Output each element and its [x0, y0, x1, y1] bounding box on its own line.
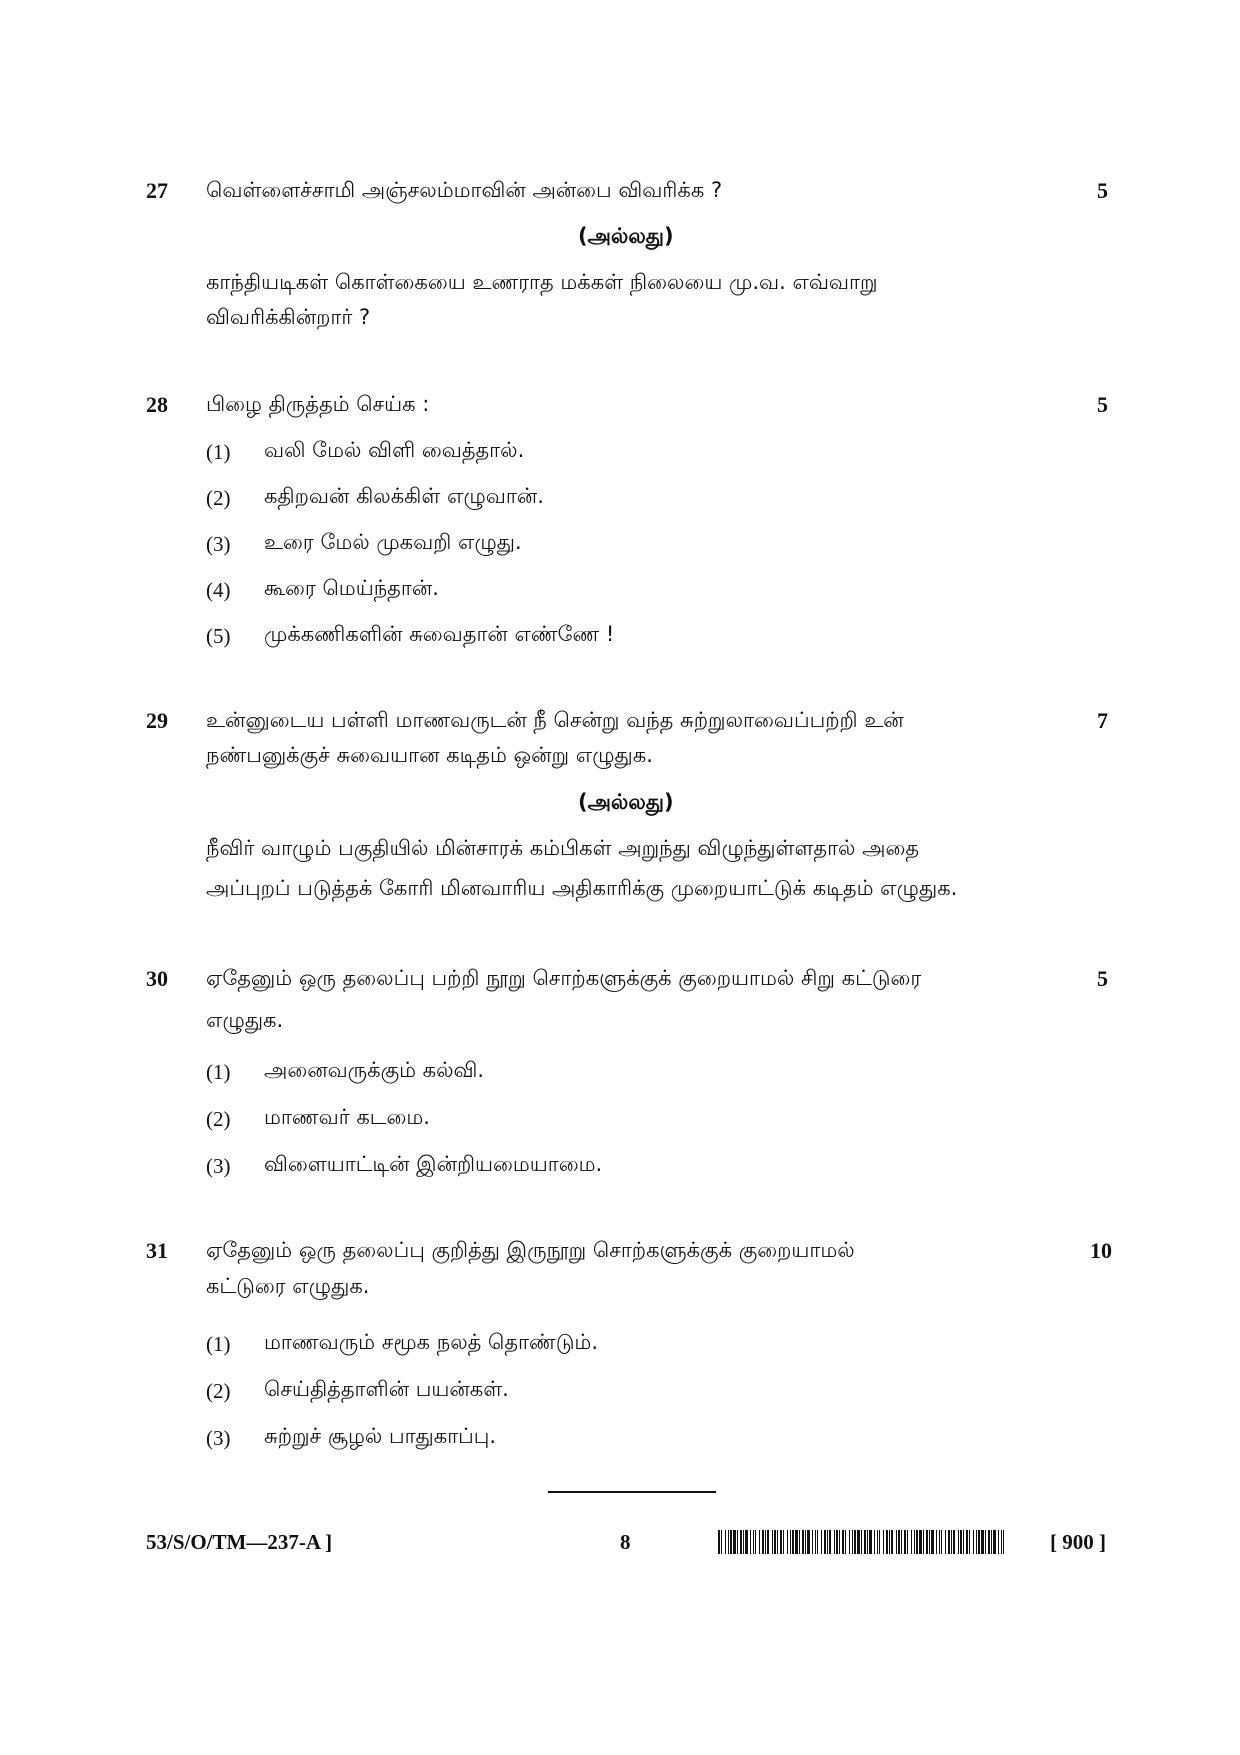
question-29-alt-line-2: அப்புறப் படுத்தக் கோரி மினவாரிய அதிகாரிக்கு முறையாட்டுக் கடிதம் எழுதுக. — [206, 876, 958, 900]
question-29-number: 29 — [146, 708, 168, 733]
question-30-option-3-text: விளையாட்டின் இன்றியமையாமை. — [264, 1152, 603, 1176]
question-28-option-5-number: (5) — [206, 624, 231, 648]
question-31-option-3-text: சுற்றுச் சூழல் பாதுகாப்பு. — [264, 1424, 497, 1448]
question-31-marks: 10 — [1090, 1238, 1112, 1263]
question-31-option-1-text: மாணவரும் சமூக நலத் தொண்டும். — [264, 1330, 599, 1354]
question-28-option-1-text: வலி மேல் விளி வைத்தால். — [264, 438, 525, 462]
end-of-paper-rule — [548, 1491, 716, 1493]
question-30-number: 30 — [146, 966, 168, 991]
question-31-option-2-text: செய்தித்தாளின் பயன்கள். — [264, 1377, 509, 1401]
footer-page-number: 8 — [620, 1530, 631, 1554]
question-28-option-3-number: (3) — [206, 532, 231, 556]
question-31-option-3-number: (3) — [206, 1426, 231, 1450]
question-28-marks: 5 — [1097, 392, 1108, 417]
question-31-option-1-number: (1) — [206, 1332, 231, 1356]
question-27-or-label: (அல்லது) — [578, 224, 674, 248]
question-28-option-5-text: முக்கணிகளின் சுவைதான் எண்ணே ! — [264, 622, 615, 646]
question-30-option-1-text: அனைவருக்கும் கல்வி. — [264, 1058, 485, 1082]
question-30-option-3-number: (3) — [206, 1154, 231, 1178]
question-29-line-1: உன்னுடைய பள்ளி மாணவருடன் நீ சென்று வந்த சுற்றுலாவைப்பற்றி உன் — [206, 708, 904, 732]
question-30-option-2-text: மாணவர் கடமை. — [264, 1105, 430, 1129]
question-28-option-2-number: (2) — [206, 486, 231, 510]
question-30-option-1-number: (1) — [206, 1060, 231, 1084]
question-30-option-2-number: (2) — [206, 1107, 231, 1131]
question-31-line-2: கட்டுரை எழுதுக. — [206, 1274, 370, 1298]
question-27-text: வெள்ளைச்சாமி அஞ்சலம்மாவின் அன்பை விவரிக்க ? — [206, 178, 723, 202]
question-28-option-2-text: கதிறவன் கிலக்கிள் எழுவான். — [264, 484, 544, 508]
footer-paper-code: 53/S/O/TM—237-A ] — [146, 1530, 333, 1554]
question-28-number: 28 — [146, 392, 168, 417]
question-29-line-2: நண்பனுக்குச் சுவையான கடிதம் ஒன்று எழுதுக. — [206, 743, 653, 767]
question-27-number: 27 — [146, 178, 168, 203]
question-28-option-1-number: (1) — [206, 440, 231, 464]
question-31-number: 31 — [146, 1238, 168, 1263]
question-30-line-1: ஏதேனும் ஒரு தலைப்பு பற்றி நூறு சொற்களுக்குக் குறையாமல் சிறு கட்டுரை — [206, 966, 922, 990]
barcode-icon — [718, 1530, 1008, 1554]
question-28-option-4-number: (4) — [206, 578, 231, 602]
question-29-marks: 7 — [1097, 708, 1108, 733]
question-28-option-4-text: கூரை மெய்ந்தான். — [264, 576, 439, 600]
question-27-alt-line-1: காந்தியடிகள் கொள்கையை உணராத மக்கள் நிலையை மு.வ. எவ்வாறு — [206, 270, 878, 294]
question-29-or-label: (அல்லது) — [578, 790, 674, 814]
question-27-marks: 5 — [1097, 178, 1108, 203]
footer-copies: [ 900 ] — [1050, 1530, 1106, 1554]
question-29-alt-line-1: நீவிர் வாழும் பகுதியில் மின்சாரக் கம்பிகள் அறுந்து விழுந்துள்ளதால் அதை — [206, 836, 920, 860]
question-31-option-2-number: (2) — [206, 1379, 231, 1403]
question-31-line-1: ஏதேனும் ஒரு தலைப்பு குறித்து இருநூறு சொற்களுக்குக் குறையாமல் — [206, 1238, 855, 1262]
question-28-option-3-text: உரை மேல் முகவறி எழுது. — [264, 530, 522, 554]
question-30-marks: 5 — [1097, 966, 1108, 991]
question-27-alt-line-2: விவரிக்கின்றார் ? — [206, 305, 371, 329]
question-28-text: பிழை திருத்தம் செய்க : — [206, 392, 430, 416]
question-30-line-2: எழுதுக. — [206, 1008, 284, 1032]
